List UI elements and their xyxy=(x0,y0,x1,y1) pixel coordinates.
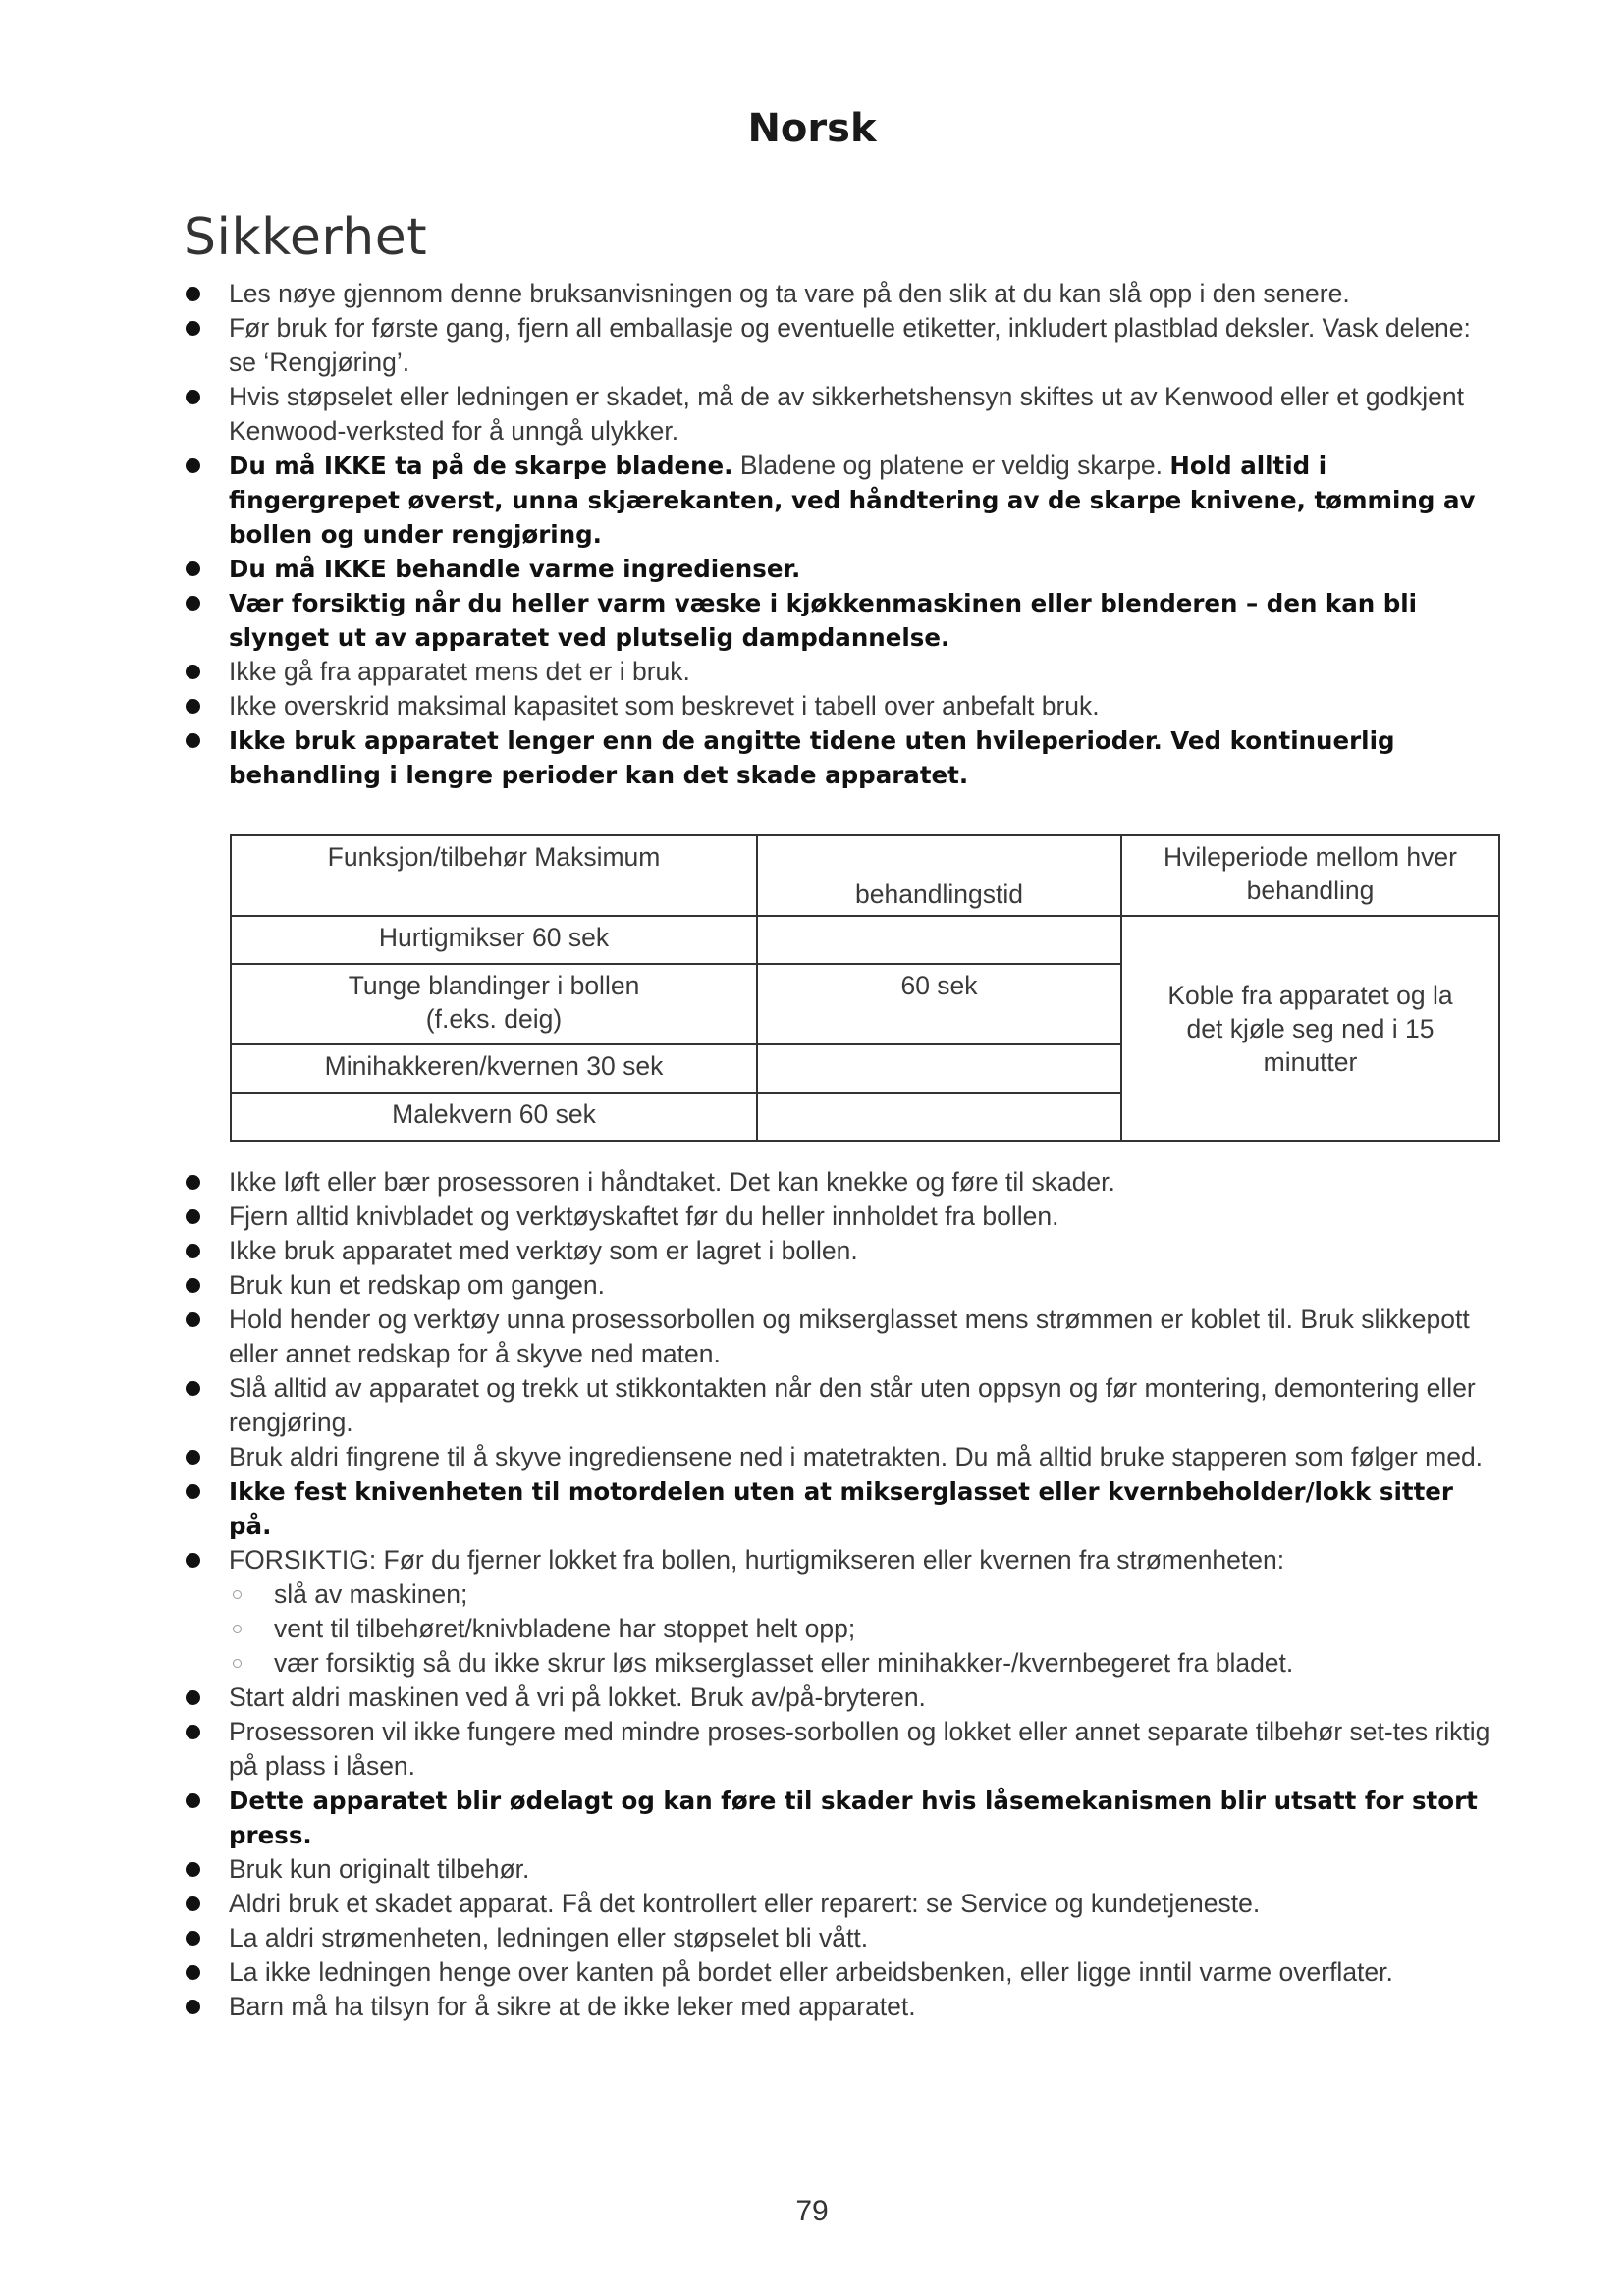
sub-list-item: vær forsiktig så du ikke skrur løs mikserglasset eller minihakker-/kvernbegeret fra bladet. xyxy=(229,1646,1499,1681)
list-item: Ikke bruk apparatet lenger enn de angitte tidene uten hvileperioder. Ved kontinuerlig behandling i lengre perioder kan det skade apparatet. xyxy=(184,723,1499,792)
table-time-value: 60 sek xyxy=(757,964,1121,1044)
bullet-icon xyxy=(186,287,200,301)
sub-list-item: slå av maskinen; xyxy=(229,1577,1499,1612)
bullet-icon xyxy=(186,2000,200,2014)
bullet-icon xyxy=(186,1896,200,1911)
safety-list-top xyxy=(184,277,1499,792)
list-item: Du må IKKE ta på de skarpe bladene. Bladene og platene er veldig skarpe. Hold alltid i fingergrepet øverst, unna skjærekanten, ved håndtering av de skarpe knivene, tømming av bollen og under rengjøring. xyxy=(184,449,1499,552)
bullet-icon xyxy=(186,390,200,404)
section-title: Sikkerhet xyxy=(184,208,428,267)
bullet-icon xyxy=(186,1931,200,1946)
list-item: Prosessoren vil ikke fungere med mindre proses-sorbollen og lokket eller annet separate tilbehør set-tes riktig på plass i låsen. xyxy=(184,1715,1499,1784)
list-item: Les nøye gjennom denne bruksanvisningen og ta vare på den slik at du kan slå opp i den senere. xyxy=(184,277,1499,311)
table-header-time: behandlingstid xyxy=(757,835,1121,916)
bullet-icon xyxy=(186,1450,200,1465)
list-item: Bruk aldri fingrene til å skyve ingrediensene ned i matetrakten. Du må alltid bruke stapperen som følger med. xyxy=(184,1440,1499,1474)
list-item: Slå alltid av apparatet og trekk ut stikkontakten når den står uten oppsyn og før montering, demontering eller rengjøring. xyxy=(184,1371,1499,1440)
list-item: Dette apparatet blir ødelagt og kan føre til skader hvis låsemekanismen blir utsatt for stort press. xyxy=(184,1784,1499,1852)
bullet-icon xyxy=(186,561,200,576)
sub-list-item: vent til tilbehøret/knivbladene har stoppet helt opp; xyxy=(229,1612,1499,1646)
page-number: 79 xyxy=(795,2195,829,2227)
list-item: Ikke gå fra apparatet mens det er i bruk. xyxy=(184,655,1499,689)
list-item: Du må IKKE behandle varme ingredienser. xyxy=(184,552,1499,586)
list-item: Ikke fest knivenheten til motordelen uten at mikserglasset eller kvernbeholder/lokk sitter på. xyxy=(184,1474,1499,1543)
bullet-icon xyxy=(186,1793,200,1808)
bullet-icon xyxy=(186,1381,200,1396)
list-item: Ikke overskrid maksimal kapasitet som beskrevet i tabell over anbefalt bruk. xyxy=(184,689,1499,723)
table-header-function: Funksjon/tilbehør Maksimum xyxy=(231,835,757,916)
bullet-icon xyxy=(186,1484,200,1499)
list-item: La ikke ledningen henge over kanten på bordet eller arbeidsbenken, eller ligge inntil varme overflater. xyxy=(184,1955,1499,1990)
bullet-icon xyxy=(186,1312,200,1327)
list-item: Fjern alltid knivbladet og verktøyskaftet før du heller innholdet fra bollen. xyxy=(184,1200,1499,1234)
table-row-function: Minihakkeren/kvernen 30 sek xyxy=(231,1044,757,1093)
table-row-function: Malekvern 60 sek xyxy=(231,1093,757,1141)
table-time-cell xyxy=(757,1044,1121,1093)
bullet-icon xyxy=(186,699,200,714)
bullet-icon xyxy=(186,458,200,473)
list-item: La aldri strømenheten, ledningen eller støpselet bli vått. xyxy=(184,1921,1499,1955)
list-item: Bruk kun originalt tilbehør. xyxy=(184,1852,1499,1887)
list-item: Hvis støpselet eller ledningen er skadet, må de av sikkerhetshensyn skiftes ut av Kenwood eller et godkjent Kenwood-verksted for å unngå ulykker. xyxy=(184,380,1499,449)
list-item: Ikke bruk apparatet med verktøy som er lagret i bollen. xyxy=(184,1234,1499,1268)
caution-sublist xyxy=(229,1577,1499,1681)
bullet-icon xyxy=(186,1725,200,1739)
table-row-function: Hurtigmikser 60 sek xyxy=(231,916,757,964)
table-header-rest: Hvileperiode mellom hver behandling xyxy=(1121,835,1499,916)
table-time-cell xyxy=(757,1093,1121,1141)
list-item: FORSIKTIG: Før du fjerner lokket fra bollen, hurtigmikseren eller kvernen fra strømenheten: slå av maskinen; vent til tilbehøret/knivbladene har stoppet helt opp; vær forsiktig så du ikke skrur løs mikserglasset eller minihakker-/kvernbegeret fra bladet. xyxy=(184,1543,1499,1681)
bullet-icon xyxy=(186,1278,200,1293)
list-item: Ikke løft eller bær prosessoren i håndtaket. Det kan knekke og føre til skader. xyxy=(184,1165,1499,1200)
list-item: Bruk kun et redskap om gangen. xyxy=(184,1268,1499,1303)
list-item: Hold hender og verktøy unna prosessorbollen og mikserglasset mens strømmen er koblet til. Bruk slikkepott eller annet redskap for å skyve ned maten. xyxy=(184,1303,1499,1371)
bullet-icon xyxy=(186,1209,200,1224)
bullet-icon xyxy=(186,665,200,679)
list-item: Aldri bruk et skadet apparat. Få det kontrollert eller reparert: se Service og kundetjeneste. xyxy=(184,1887,1499,1921)
circle-bullet-icon xyxy=(233,1625,242,1633)
table-time-cell xyxy=(757,916,1121,964)
circle-bullet-icon xyxy=(233,1590,242,1599)
list-item: Før bruk for første gang, fjern all emballasje og eventuelle etiketter, inkludert plastblad deksler. Vask delene: se ‘Rengjøring’. xyxy=(184,311,1499,380)
bullet-icon xyxy=(186,596,200,611)
table-row-function: Tunge blandinger i bollen (f.eks. deig) xyxy=(231,964,757,1044)
table-rest-value: Koble fra apparatet og la det kjøle seg ned i 15 minutter xyxy=(1121,916,1499,1141)
circle-bullet-icon xyxy=(233,1659,242,1668)
list-item: Vær forsiktig når du heller varm væske i kjøkkenmaskinen eller blenderen – den kan bli slynget ut av apparatet ved plutselig dampdannelse. xyxy=(184,586,1499,655)
usage-table xyxy=(230,834,1500,1142)
list-item: Start aldri maskinen ved å vri på lokket. Bruk av/på-bryteren. xyxy=(184,1681,1499,1715)
list-item: Barn må ha tilsyn for å sikre at de ikke leker med apparatet. xyxy=(184,1990,1499,2024)
bullet-icon xyxy=(186,733,200,748)
bullet-icon xyxy=(186,321,200,336)
safety-list-bottom xyxy=(184,1165,1499,2024)
language-heading: Norsk xyxy=(747,106,877,151)
bullet-icon xyxy=(186,1553,200,1568)
bullet-icon xyxy=(186,1862,200,1877)
bullet-icon xyxy=(186,1690,200,1705)
bullet-icon xyxy=(186,1175,200,1190)
bullet-icon xyxy=(186,1965,200,1980)
bullet-icon xyxy=(186,1244,200,1258)
